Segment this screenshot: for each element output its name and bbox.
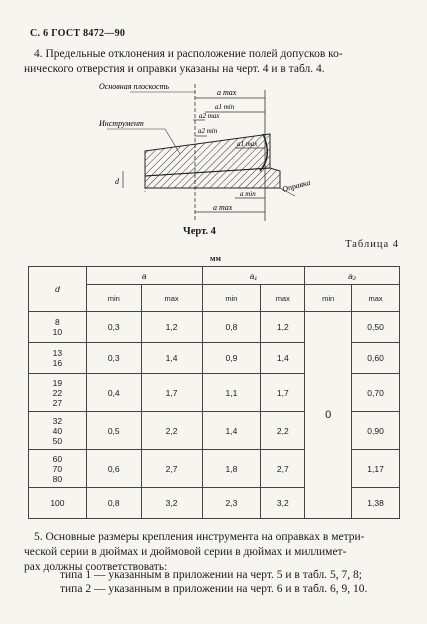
cell-a-min: 0,3 [86,312,141,343]
label-a1-max: a1 max [237,140,258,148]
cell-a-max: 2,2 [141,412,202,450]
table-unit: мм [210,254,221,263]
list-item-type1: типа 1 — указанным в приложении на черт. 5 и в табл. 5, 7, 8; [60,569,362,581]
paragraph-5-line-1 [24,530,404,545]
cell-d: 13 16 [29,343,87,374]
header-a1: a₁ [202,267,305,285]
technical-drawing [95,76,335,226]
page-header: С. 6 ГОСТ 8472—90 [30,28,126,39]
cell-a2-max: 1,17 [352,450,400,488]
cell-a-max: 1,2 [141,312,202,343]
label-d: d [115,177,119,186]
header-a1-min: min [202,285,261,312]
paragraph-4-line-1 [24,47,402,62]
deviations-table [28,266,400,519]
cell-a2-max: 1,38 [352,488,400,519]
cell-a-min: 0,3 [86,343,141,374]
cell-a1-min: 1,1 [202,374,261,412]
cell-d: 8 10 [29,312,87,343]
cell-a1-min: 1,4 [202,412,261,450]
cell-a-max: 1,4 [141,343,202,374]
paragraph-5-line-1-text: 5. Основные размеры крепления инструмента на оправках в метри- [34,531,365,543]
header-d: d [29,267,87,312]
cell-a1-min: 0,8 [202,312,261,343]
header-a2-min: min [305,285,352,312]
cell-d: 32 40 50 [29,412,87,450]
label-a1-min: a1 min [215,103,235,111]
cell-a1-max: 3,2 [261,488,305,519]
cell-a1-max: 2,7 [261,450,305,488]
label-mandrel: Оправка [281,177,312,194]
label-a-max-top: a max [217,88,237,97]
label-a-max-bottom: a max [213,203,233,212]
label-tool: Инструмент [99,119,144,128]
cell-a2-max: 0,60 [352,343,400,374]
cell-a1-max: 2,2 [261,412,305,450]
cell-a1-max: 1,4 [261,343,305,374]
cell-a1-min: 2,3 [202,488,261,519]
cell-a1-min: 0,9 [202,343,261,374]
table-title: Таблица 4 [345,239,399,250]
list-item-type2: типа 2 — указанным в приложении на черт. 6 и в табл. 6, 9, 10. [60,583,368,595]
cell-a-max: 3,2 [141,488,202,519]
header-a2-max: max [352,285,400,312]
cell-a-max: 2,7 [141,450,202,488]
cell-a1-max: 1,7 [261,374,305,412]
label-a-min: a min [240,190,256,198]
cell-a2-min-merged: 0 [305,312,352,519]
header-a-min: min [86,285,141,312]
figure-caption: Черт. 4 [183,226,216,237]
cell-a1-min: 1,8 [202,450,261,488]
cell-d: 100 [29,488,87,519]
paragraph-5-line-3: рах должны соответствовать: [24,561,168,573]
header-a1-max: max [261,285,305,312]
cell-a2-max: 0,70 [352,374,400,412]
cell-a2-max: 0,90 [352,412,400,450]
table-row [29,312,400,343]
cell-d: 19 22 27 [29,374,87,412]
label-a2-max: a2 max [199,112,220,120]
header-a-max: max [141,285,202,312]
header-a: a [86,267,202,285]
cell-a-min: 0,4 [86,374,141,412]
cell-a-min: 0,8 [86,488,141,519]
cell-d: 60 70 80 [29,450,87,488]
cell-a-min: 0,5 [86,412,141,450]
paragraph-4 [24,47,402,77]
cell-a-min: 0,6 [86,450,141,488]
paragraph-4-line-2: нического отверстия и оправки указаны на черт. 4 и в табл. 4. [24,63,325,75]
cell-a1-max: 1,2 [261,312,305,343]
paragraph-5-line-2: ческой серии в дюймах и дюймовой серии в дюймах и миллимет- [24,546,347,558]
label-a2-min: a2 min [198,127,218,135]
label-base-plane: Основная плоскость [99,82,169,91]
cell-a2-max: 0,50 [352,312,400,343]
paragraph-4-line-1-text: 4. Предельные отклонения и расположение полей допусков ко- [34,48,343,60]
cell-a-max: 1,7 [141,374,202,412]
header-a2: a₂ [305,267,400,285]
